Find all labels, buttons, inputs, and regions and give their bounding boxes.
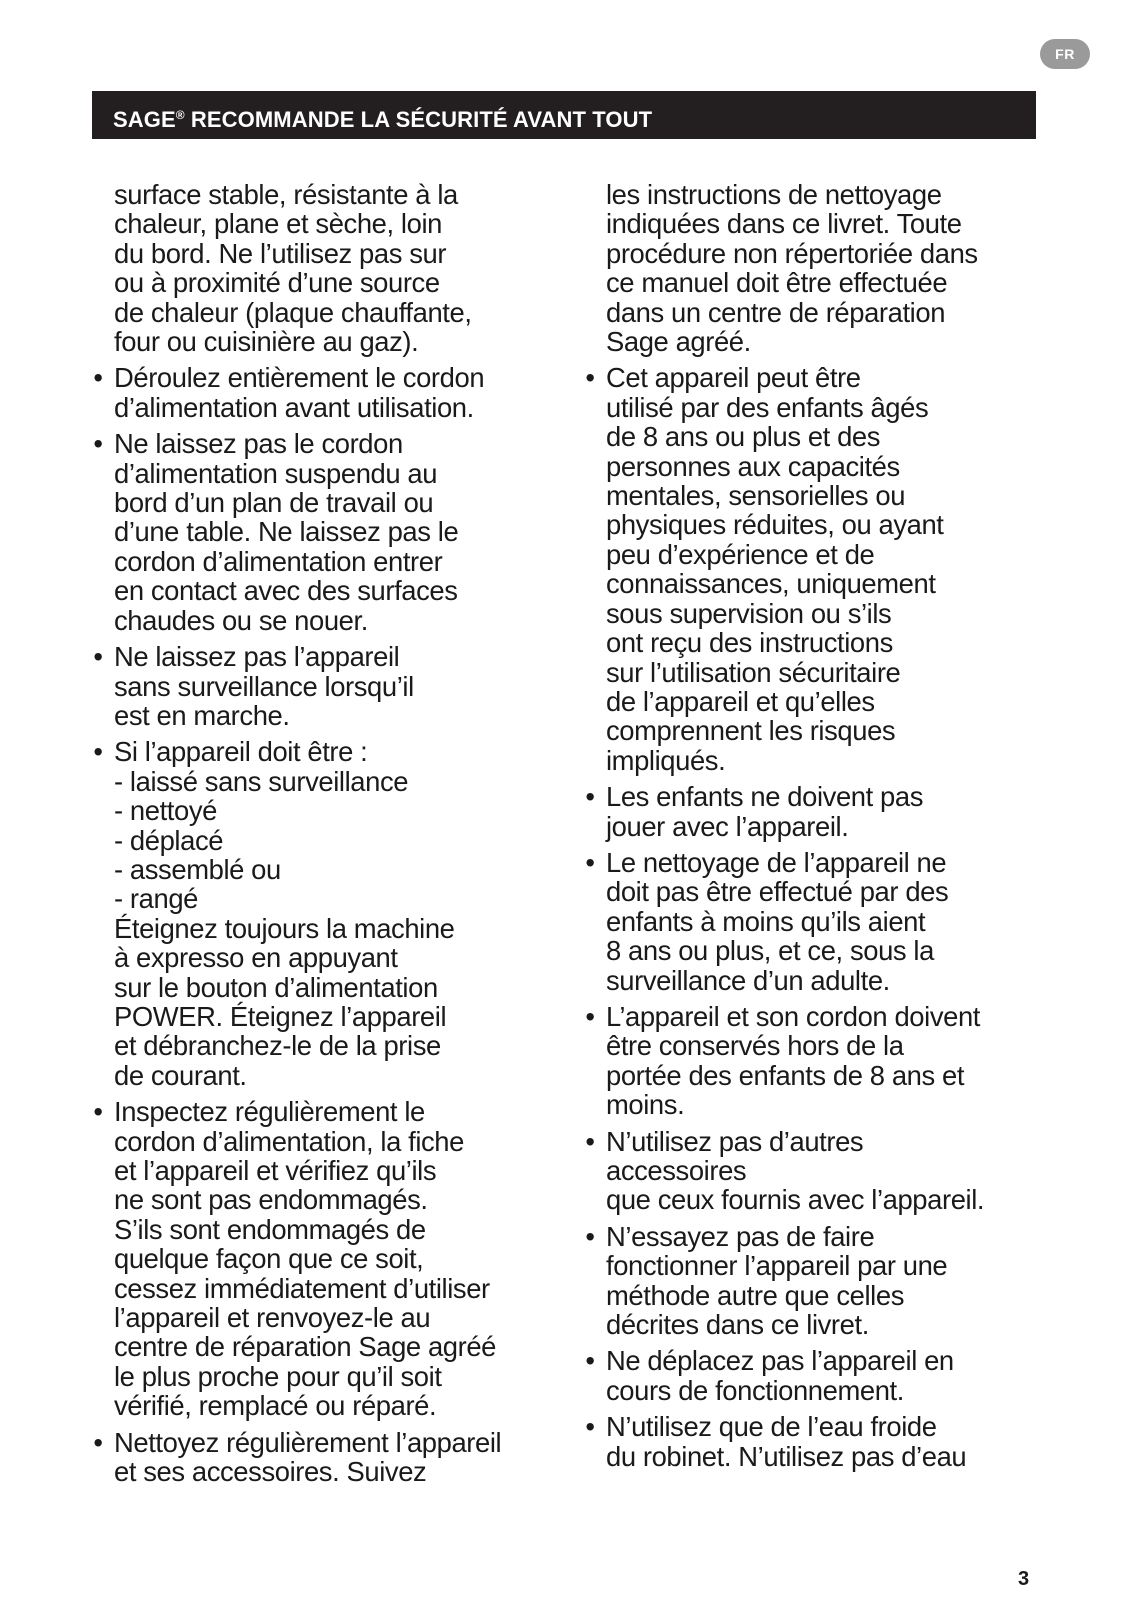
text-line: - laissé sans surveillance — [114, 765, 409, 797]
text-line: sur l’utilisation sécuritaire — [606, 656, 901, 688]
text-line: physiques réduites, ou ayant — [606, 509, 944, 541]
text-line: procédure non répertoriée dans — [606, 237, 978, 269]
left-column — [93, 179, 570, 1488]
text-line: que ceux fournis avec l’appareil. — [606, 1184, 985, 1216]
bullet-dot-icon: • — [585, 1345, 595, 1377]
text-line: le plus proche pour qu’il soit — [114, 1360, 442, 1392]
text-line: cessez immédiatement d’utiliser — [114, 1272, 490, 1304]
bullet-item — [585, 1220, 1051, 1341]
text-line: ne sont pas endommagés. — [114, 1184, 428, 1216]
text-line: N’utilisez que de l’eau froide — [606, 1411, 937, 1443]
text-line: de 8 ans ou plus et des — [606, 421, 881, 453]
bullet-item — [93, 362, 570, 423]
text-line: Ne laissez pas l’appareil — [114, 641, 400, 673]
text-line: est en marche. — [114, 699, 290, 731]
text-line: surveillance d’un adulte. — [606, 964, 890, 996]
section-title-rest: RECOMMANDE LA SÉCURITÉ AVANT TOUT — [184, 107, 653, 132]
bullet-item — [585, 781, 1051, 842]
bullet-item — [93, 736, 570, 1091]
text-line: à expresso en appuyant — [114, 942, 398, 974]
bullet-item — [93, 641, 570, 731]
text-line: - rangé — [114, 883, 198, 915]
text-line: d’alimentation avant utilisation. — [114, 391, 474, 423]
bullet-dot-icon: • — [585, 362, 595, 394]
bullet-dot-icon: • — [93, 1096, 103, 1128]
text-line: bord d’un plan de travail ou — [114, 487, 434, 519]
text-line: moins. — [606, 1089, 685, 1121]
text-line: sur le bouton d’alimentation — [114, 971, 438, 1003]
bullet-dot-icon: • — [585, 1220, 595, 1252]
bullet-dot-icon: • — [93, 641, 103, 673]
text-line: indiquées dans ce livret. Toute — [606, 208, 962, 240]
text-line: sous supervision ou s’ils — [606, 597, 892, 629]
text-line: mentales, sensorielles ou — [606, 480, 906, 512]
text-line: jouer avec l’appareil. — [606, 810, 849, 842]
text-line: Inspectez régulièrement le — [114, 1096, 425, 1128]
text-line: du bord. Ne l’utilisez pas sur — [114, 237, 447, 269]
text-line: cordon d’alimentation entrer — [114, 545, 443, 577]
bullet-item — [585, 1125, 1051, 1216]
text-line: Ne déplacez pas l’appareil en — [606, 1345, 954, 1377]
text-line: sans surveillance lorsqu’il — [114, 670, 414, 702]
text-line: les instructions de nettoyage — [606, 179, 942, 210]
bullet-item — [585, 1000, 1051, 1121]
text-line: chaudes ou se nouer. — [114, 604, 368, 636]
text-line: Nettoyez régulièrement l’appareil — [114, 1426, 502, 1458]
text-line: fonctionner l’appareil par une — [606, 1250, 948, 1282]
bullet-item — [93, 1096, 570, 1422]
brand-name: SAGE — [113, 107, 176, 132]
text-line: ce manuel doit être effectuée — [606, 267, 948, 299]
bullet-dot-icon: • — [585, 1411, 595, 1443]
text-line: Ne laissez pas le cordon — [114, 428, 403, 460]
text-line: de l’appareil et qu’elles — [606, 685, 875, 717]
text-line: Le nettoyage de l’appareil ne — [606, 846, 947, 878]
page-number: 3 — [1018, 1568, 1030, 1590]
text-line: 8 ans ou plus, et ce, sous la — [606, 935, 934, 967]
text-line: du robinet. N’utilisez pas d’eau — [606, 1440, 967, 1472]
bullet-item — [585, 362, 1051, 776]
text-line: Cet appareil peut être — [606, 362, 861, 394]
bullet-dot-icon: • — [585, 846, 595, 878]
text-line: Si l’appareil doit être : — [114, 736, 368, 768]
text-line: connaissances, uniquement — [606, 568, 936, 600]
bullet-item — [93, 428, 570, 636]
text-line: être conservés hors de la — [606, 1030, 904, 1062]
text-line: méthode autre que celles — [606, 1279, 904, 1311]
text-line: peu d’expérience et de — [606, 538, 875, 570]
text-line: Sage agréé. — [606, 326, 751, 358]
text-line: Éteignez toujours la machine — [114, 912, 455, 944]
text-line: L’appareil et son cordon doivent — [606, 1000, 980, 1032]
text-line: doit pas être effectué par des — [606, 876, 949, 908]
text-line: vérifié, remplacé ou réparé. — [114, 1390, 437, 1422]
text-line: comprennent les risques — [606, 715, 896, 747]
bullet-item — [585, 1345, 1051, 1406]
bullet-dot-icon: • — [93, 362, 103, 394]
text-line: décrites dans ce livret. — [606, 1309, 869, 1341]
text-line: Les enfants ne doivent pas — [606, 781, 924, 813]
text-line: cordon d’alimentation, la fiche — [114, 1125, 464, 1157]
bullet-dot-icon: • — [93, 736, 103, 768]
bullet-dot-icon: • — [585, 1000, 595, 1032]
registered-mark: ® — [175, 108, 185, 122]
right-column — [585, 179, 1051, 1472]
text-line: - assemblé ou — [114, 853, 281, 885]
text-line: quelque façon que ce soit, — [114, 1243, 424, 1275]
text-line: de courant. — [114, 1059, 247, 1091]
text-line: et ses accessoires. Suivez — [114, 1456, 427, 1488]
text-line: cours de fonctionnement. — [606, 1374, 904, 1406]
bullet-dot-icon: • — [93, 1426, 103, 1458]
text-line: centre de réparation Sage agréé — [114, 1331, 496, 1363]
text-line: dans un centre de réparation — [606, 296, 946, 328]
text-line: chaleur, plane et sèche, loin — [114, 208, 442, 240]
text-line: N’utilisez pas d’autres — [606, 1125, 864, 1157]
text-line: - déplacé — [114, 824, 224, 856]
text-line: portée des enfants de 8 ans et — [606, 1059, 965, 1091]
text-line: impliqués. — [606, 744, 726, 776]
text-line: d’une table. Ne laissez pas le — [114, 516, 459, 548]
text-line: utilisé par des enfants âgés — [606, 391, 929, 423]
text-line: d’alimentation suspendu au — [114, 457, 438, 489]
text-line: de chaleur (plaque chauffante, — [114, 296, 472, 328]
text-line: et l’appareil et vérifiez qu’ils — [114, 1155, 437, 1186]
text-line: l’appareil et renvoyez-le au — [114, 1302, 431, 1334]
text-line: ou à proximité d’une source — [114, 267, 440, 299]
text-line: surface stable, résistante à la — [114, 179, 458, 210]
right-column-intro — [606, 180, 1051, 356]
bullet-dot-icon: • — [585, 781, 595, 813]
bullet-dot-icon: • — [585, 1125, 595, 1157]
bullet-item — [93, 1426, 570, 1488]
text-line: Déroulez entièrement le cordon — [114, 362, 485, 394]
text-line: four ou cuisinière au gaz). — [114, 326, 419, 358]
text-line: N’essayez pas de faire — [606, 1220, 875, 1252]
text-line: et débranchez-le de la prise — [114, 1030, 441, 1062]
left-column-intro — [114, 180, 570, 356]
text-line: S’ils sont endommagés de — [114, 1213, 426, 1245]
section-header — [92, 91, 1036, 139]
text-line: ont reçu des instructions — [606, 627, 893, 659]
language-badge: FR — [1040, 39, 1090, 69]
text-line: - nettoyé — [114, 795, 217, 827]
section-title — [113, 107, 652, 132]
bullet-item — [585, 846, 1051, 996]
text-line: POWER. Éteignez l’appareil — [114, 1000, 447, 1032]
text-line: personnes aux capacités — [606, 450, 900, 482]
bullet-dot-icon: • — [93, 428, 103, 460]
text-line: en contact avec des surfaces — [114, 575, 458, 607]
text-line: enfants à moins qu’ils aient — [606, 905, 926, 937]
text-line: accessoires — [606, 1155, 747, 1186]
bullet-item — [585, 1411, 1051, 1472]
